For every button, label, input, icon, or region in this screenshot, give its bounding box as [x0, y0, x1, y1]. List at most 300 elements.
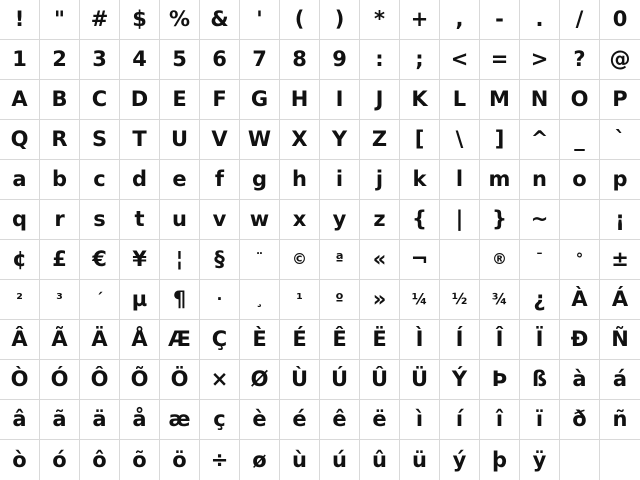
glyph: Û: [370, 367, 389, 391]
glyph-cell: [520, 0, 560, 40]
glyph: n: [532, 167, 547, 191]
glyph-cell: [0, 240, 40, 280]
glyph: ©: [292, 250, 307, 268]
glyph-cell: [80, 440, 120, 480]
glyph: «: [372, 247, 387, 271]
glyph-cell: [240, 120, 280, 160]
glyph: æ: [168, 407, 191, 431]
glyph: ]: [494, 127, 505, 151]
glyph: j: [375, 167, 384, 191]
glyph: Â: [11, 327, 28, 351]
glyph-cell: [600, 120, 640, 160]
glyph: ): [334, 7, 345, 31]
glyph-cell: [240, 200, 280, 240]
glyph: á: [612, 367, 628, 391]
glyph-cell: [480, 0, 520, 40]
glyph-cell: [520, 440, 560, 480]
glyph: ': [256, 7, 263, 31]
glyph-cell: [240, 400, 280, 440]
glyph: \: [455, 127, 464, 151]
glyph: y: [332, 207, 347, 231]
glyph: 4: [132, 47, 147, 71]
glyph: °: [575, 250, 584, 268]
glyph-cell: [600, 400, 640, 440]
glyph-cell: [320, 280, 360, 320]
glyph-cell: [120, 40, 160, 80]
glyph-cell: [320, 240, 360, 280]
glyph-cell: [520, 40, 560, 80]
glyph: ÿ: [532, 447, 547, 472]
glyph: K: [411, 87, 428, 111]
glyph: Æ: [168, 327, 191, 351]
glyph-cell: [360, 0, 400, 40]
glyph-cell: [480, 360, 520, 400]
glyph: ó: [52, 447, 67, 472]
glyph-cell: [40, 360, 80, 400]
glyph-cell: [440, 160, 480, 200]
glyph-cell: [400, 320, 440, 360]
glyph-cell: [240, 320, 280, 360]
glyph-cell: [320, 120, 360, 160]
glyph: Z: [371, 127, 388, 151]
glyph-cell: [200, 240, 240, 280]
glyph-cell: [360, 360, 400, 400]
glyph: é: [292, 407, 307, 431]
glyph: 7: [252, 47, 267, 71]
glyph-cell: [480, 120, 520, 160]
glyph-cell: [600, 320, 640, 360]
glyph: »: [372, 287, 387, 311]
glyph: Q: [10, 127, 29, 151]
glyph-cell: [240, 0, 280, 40]
glyph: û: [372, 447, 387, 472]
glyph: /: [575, 7, 584, 31]
glyph-cell: [520, 160, 560, 200]
glyph: @: [609, 47, 631, 71]
glyph: ¸: [255, 290, 264, 308]
glyph-cell: [440, 400, 480, 440]
glyph: £: [52, 247, 67, 271]
glyph-cell: [320, 440, 360, 480]
glyph-cell: [160, 80, 200, 120]
glyph-cell: [600, 440, 640, 480]
glyph: í: [455, 407, 464, 431]
glyph-cell: [400, 200, 440, 240]
glyph: §: [214, 247, 225, 271]
glyph: ¾: [491, 290, 508, 308]
glyph-cell: [320, 40, 360, 80]
glyph: ü: [412, 447, 427, 472]
glyph-cell: [400, 120, 440, 160]
glyph: ¬: [410, 247, 429, 271]
glyph-cell: [600, 80, 640, 120]
glyph-cell: [600, 40, 640, 80]
glyph: x: [292, 207, 307, 231]
glyph-cell: [0, 80, 40, 120]
glyph: ø: [252, 447, 267, 472]
glyph-cell: [120, 400, 160, 440]
glyph: ~: [530, 207, 549, 231]
glyph-cell: [320, 200, 360, 240]
glyph-cell: [80, 200, 120, 240]
glyph: R: [51, 127, 68, 151]
glyph: Ë: [372, 327, 387, 351]
glyph-cell: [40, 280, 80, 320]
glyph: J: [375, 87, 384, 111]
glyph: B: [51, 87, 68, 111]
glyph: T: [132, 127, 147, 151]
glyph-cell: [480, 160, 520, 200]
glyph: ±: [611, 247, 629, 271]
glyph: Ç: [211, 327, 228, 351]
glyph: ": [54, 7, 65, 31]
glyph-cell: [560, 40, 600, 80]
glyph-cell: [160, 40, 200, 80]
glyph: ð: [572, 407, 587, 431]
glyph: i: [335, 167, 344, 191]
glyph-cell: [80, 80, 120, 120]
glyph-cell: [40, 120, 80, 160]
glyph-cell: [400, 0, 440, 40]
glyph-cell: [320, 80, 360, 120]
glyph-cell: [360, 200, 400, 240]
glyph-cell: [360, 40, 400, 80]
glyph-cell: [360, 440, 400, 480]
glyph: Í: [455, 327, 464, 351]
glyph-cell: [240, 240, 280, 280]
glyph-cell: [160, 360, 200, 400]
glyph-cell: [480, 200, 520, 240]
glyph: º: [335, 290, 344, 308]
glyph: Ê: [332, 327, 347, 351]
glyph-cell: [360, 280, 400, 320]
glyph-cell: [200, 320, 240, 360]
glyph: .: [535, 7, 544, 31]
glyph: 0: [612, 7, 628, 31]
glyph: ä: [92, 407, 107, 431]
glyph-cell: [200, 160, 240, 200]
glyph: ý: [452, 447, 467, 472]
glyph-cell: [480, 440, 520, 480]
glyph: Ì: [415, 327, 424, 351]
glyph-cell: [360, 400, 400, 440]
glyph-cell: [280, 400, 320, 440]
glyph: ç: [213, 407, 226, 431]
glyph-cell: [40, 240, 80, 280]
glyph: S: [91, 127, 108, 151]
glyph: ³: [56, 290, 63, 308]
glyph: g: [251, 167, 268, 191]
glyph: $: [132, 7, 147, 31]
glyph: {: [412, 207, 427, 231]
glyph-cell: [40, 440, 80, 480]
glyph: ¨: [255, 250, 264, 268]
glyph: 3: [92, 47, 107, 71]
glyph-cell: [120, 440, 160, 480]
glyph-cell: [320, 160, 360, 200]
glyph: Ö: [170, 367, 189, 391]
glyph: ÷: [210, 447, 229, 472]
glyph: X: [291, 127, 308, 151]
glyph-cell: [560, 0, 600, 40]
glyph-cell: [520, 200, 560, 240]
glyph-cell: [80, 320, 120, 360]
glyph: ô: [92, 447, 107, 472]
glyph-cell: [600, 200, 640, 240]
glyph: U: [170, 127, 189, 151]
glyph: Ò: [10, 367, 29, 391]
glyph-cell: [440, 320, 480, 360]
glyph-cell: [120, 120, 160, 160]
glyph: +: [410, 7, 429, 31]
glyph: %: [168, 7, 191, 31]
glyph-cell: [280, 360, 320, 400]
glyph-cell: [360, 160, 400, 200]
glyph-cell: [600, 160, 640, 200]
glyph-cell: [560, 280, 600, 320]
glyph: Ý: [451, 367, 468, 391]
glyph: b: [51, 167, 68, 191]
glyph: L: [452, 87, 467, 111]
glyph: Ä: [91, 327, 108, 351]
glyph-cell: [440, 200, 480, 240]
glyph-cell: [80, 240, 120, 280]
glyph: Ã: [51, 327, 68, 351]
glyph: ñ: [612, 407, 628, 431]
glyph-cell: [120, 240, 160, 280]
glyph: ¥: [132, 247, 147, 271]
glyph: ,: [455, 7, 464, 31]
glyph: m: [488, 167, 511, 191]
glyph-cell: [360, 240, 400, 280]
glyph-cell: [600, 240, 640, 280]
glyph-cell: [480, 400, 520, 440]
glyph-cell: [120, 280, 160, 320]
glyph-cell: [480, 80, 520, 120]
glyph: <: [450, 47, 469, 71]
glyph: ù: [292, 447, 307, 472]
glyph: u: [172, 207, 187, 231]
glyph-cell: [400, 360, 440, 400]
glyph: F: [212, 87, 227, 111]
glyph-cell: [40, 320, 80, 360]
glyph: ®: [492, 250, 507, 268]
glyph-cell: [160, 440, 200, 480]
glyph: ¼: [411, 290, 428, 308]
glyph: I: [335, 87, 344, 111]
glyph: ¶: [172, 287, 187, 311]
glyph-cell: [0, 120, 40, 160]
glyph: €: [92, 247, 107, 271]
glyph-cell: [80, 280, 120, 320]
glyph-cell: [160, 200, 200, 240]
glyph: ²: [16, 290, 23, 308]
glyph: ß: [531, 367, 548, 391]
glyph-cell: [320, 0, 360, 40]
glyph: µ: [131, 287, 148, 311]
glyph-cell: [80, 120, 120, 160]
glyph-cell: [520, 360, 560, 400]
glyph-cell: [520, 120, 560, 160]
glyph: s: [93, 207, 106, 231]
glyph: ã: [52, 407, 67, 431]
glyph-cell: [240, 280, 280, 320]
glyph-cell: [200, 400, 240, 440]
glyph: q: [11, 207, 28, 231]
glyph: Ù: [290, 367, 309, 391]
glyph-cell: [160, 280, 200, 320]
glyph-cell: [0, 0, 40, 40]
glyph-cell: [560, 120, 600, 160]
glyph-cell: [240, 160, 280, 200]
glyph: ·: [216, 290, 223, 308]
glyph: 6: [212, 47, 227, 71]
glyph-cell: [200, 0, 240, 40]
glyph-cell: [40, 160, 80, 200]
glyph-cell: [80, 0, 120, 40]
glyph: 8: [292, 47, 307, 71]
glyph: ê: [332, 407, 347, 431]
glyph-cell: [120, 360, 160, 400]
glyph-cell: [160, 400, 200, 440]
glyph: ò: [12, 447, 27, 472]
glyph: ½: [451, 290, 468, 308]
glyph: Õ: [130, 367, 149, 391]
glyph-cell: [360, 80, 400, 120]
glyph: è: [252, 407, 267, 431]
glyph-cell: [160, 240, 200, 280]
glyph-cell: [40, 400, 80, 440]
glyph-cell: [120, 200, 160, 240]
glyph-cell: [200, 280, 240, 320]
glyph-cell: [280, 0, 320, 40]
glyph-cell: [320, 320, 360, 360]
glyph: #: [90, 7, 109, 31]
glyph: :: [375, 47, 384, 71]
glyph-cell: [200, 360, 240, 400]
glyph: _: [574, 127, 585, 151]
glyph: Á: [611, 287, 629, 311]
glyph: w: [249, 207, 270, 231]
glyph: Ð: [570, 327, 589, 351]
glyph: c: [93, 167, 106, 191]
glyph-cell: [400, 40, 440, 80]
glyph: A: [11, 87, 28, 111]
glyph-cell: [40, 80, 80, 120]
glyph: Ó: [50, 367, 69, 391]
glyph: å: [132, 407, 147, 431]
glyph: -: [495, 7, 504, 31]
glyph: O: [570, 87, 589, 111]
glyph-cell: [40, 0, 80, 40]
glyph: à: [572, 367, 587, 391]
glyph-cell: [560, 440, 600, 480]
glyph-cell: [360, 120, 400, 160]
glyph-cell: [400, 280, 440, 320]
glyph: ¿: [533, 287, 546, 311]
glyph-cell: [440, 40, 480, 80]
glyph-cell: [440, 80, 480, 120]
glyph: W: [247, 127, 272, 151]
glyph-cell: [480, 280, 520, 320]
glyph-cell: [440, 360, 480, 400]
glyph-cell: [0, 280, 40, 320]
glyph: G: [250, 87, 269, 111]
glyph: â: [12, 407, 27, 431]
glyph-cell: [0, 40, 40, 80]
glyph-cell: [440, 280, 480, 320]
glyph: 9: [332, 47, 347, 71]
glyph: N: [530, 87, 549, 111]
glyph-cell: [440, 120, 480, 160]
glyph-cell: [200, 440, 240, 480]
glyph: ´: [95, 290, 104, 308]
glyph: ì: [415, 407, 424, 431]
glyph: ^: [530, 127, 549, 151]
glyph-cell: [80, 160, 120, 200]
glyph: `: [614, 127, 626, 151]
glyph: E: [172, 87, 187, 111]
glyph-cell: [360, 320, 400, 360]
glyph-cell: [0, 400, 40, 440]
glyph-cell: [240, 40, 280, 80]
glyph-cell: [80, 40, 120, 80]
glyph: ¡: [615, 207, 625, 231]
glyph: Ñ: [611, 327, 629, 351]
glyph: 1: [12, 47, 27, 71]
glyph-cell: [440, 440, 480, 480]
glyph-cell: [400, 440, 440, 480]
glyph: À: [571, 287, 588, 311]
glyph-cell: [120, 80, 160, 120]
glyph-cell: [120, 0, 160, 40]
glyph: Å: [131, 327, 148, 351]
glyph-cell: [200, 200, 240, 240]
glyph-cell: [200, 120, 240, 160]
glyph-cell: [40, 40, 80, 80]
glyph-cell: [120, 320, 160, 360]
glyph-cell: [280, 440, 320, 480]
glyph: }: [492, 207, 507, 231]
glyph: Ø: [250, 367, 269, 391]
glyph: H: [290, 87, 309, 111]
glyph-cell: [40, 200, 80, 240]
glyph-cell: [120, 160, 160, 200]
glyph: õ: [132, 447, 147, 472]
glyph-cell: [80, 400, 120, 440]
glyph: ×: [210, 367, 229, 391]
glyph: Ô: [90, 367, 109, 391]
glyph: Y: [331, 127, 348, 151]
glyph: &: [210, 7, 229, 31]
glyph-cell: [440, 240, 480, 280]
glyph: Ï: [535, 327, 544, 351]
glyph: ¹: [296, 290, 303, 308]
glyph-cell: [200, 40, 240, 80]
glyph: d: [131, 167, 148, 191]
glyph-cell: [560, 80, 600, 120]
glyph-cell: [240, 80, 280, 120]
glyph: 2: [52, 47, 67, 71]
glyph-cell: [280, 200, 320, 240]
glyph: v: [212, 207, 227, 231]
glyph: ?: [573, 47, 586, 71]
glyph-cell: [280, 40, 320, 80]
glyph: z: [373, 207, 386, 231]
glyph: ¦: [175, 247, 184, 271]
glyph-cell: [280, 80, 320, 120]
glyph-cell: [600, 0, 640, 40]
